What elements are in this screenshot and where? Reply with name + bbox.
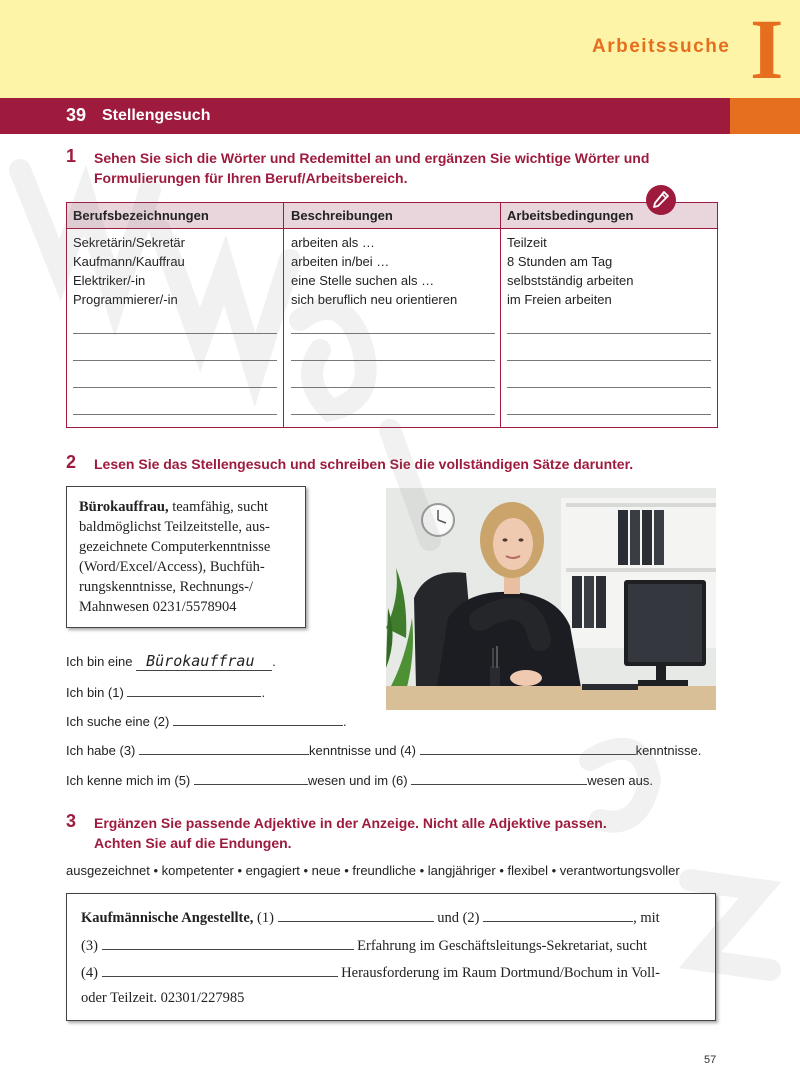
sentence-text: Ich kenne mich im (5)	[66, 773, 191, 788]
sentence-text: Ich suche eine (2)	[66, 714, 170, 729]
vocabulary-table	[66, 202, 718, 428]
ad-text: Mahnwesen 0231/5578904	[79, 599, 237, 615]
table-header-arbeitsbedingungen: Arbeitsbedingungen	[507, 208, 634, 223]
separator: •	[233, 863, 246, 878]
page-number: 57	[704, 1054, 717, 1066]
table-cell: Teilzeit	[507, 235, 547, 250]
separator: •	[340, 863, 353, 878]
adjective: langjähriger	[427, 863, 496, 878]
adjective: freundliche	[352, 863, 416, 878]
write-line[interactable]	[73, 333, 277, 334]
sentence-text: kenntnisse und (4)	[309, 743, 416, 758]
table-cell: sich beruflich neu orientieren	[291, 292, 458, 307]
answer-example: Bürokauffrau	[136, 652, 272, 671]
task2-number: 2	[66, 452, 77, 472]
blank-2[interactable]	[173, 713, 343, 726]
sentence-text: wesen aus.	[587, 773, 653, 788]
sentence-text: .	[261, 685, 266, 700]
separator: •	[149, 863, 162, 878]
ad2-line-3	[81, 963, 660, 982]
chapter-title: Arbeitssuche	[592, 36, 731, 57]
sentence-text: Ich habe (3)	[66, 743, 136, 758]
write-line[interactable]	[507, 387, 711, 388]
ad-text: (Word/Excel/Access), Buchfüh-	[79, 559, 265, 575]
blank-4[interactable]	[420, 742, 636, 755]
table-header-berufsbezeichnungen: Berufsbezeichnungen	[73, 208, 209, 223]
sentence-4	[66, 742, 701, 758]
task2-instruction: Lesen Sie das Stellengesuch und schreiben Sie die vollständigen Sätze darunter.	[94, 456, 634, 472]
ad2-line-4: oder Teilzeit. 02301/227985	[81, 990, 245, 1006]
table-cell: eine Stelle suchen als …	[291, 273, 435, 288]
job-ad-kaufmaennische	[66, 893, 716, 1021]
task3-instruction-line2: Achten Sie auf die Endungen.	[94, 835, 292, 851]
sentence-text: .	[342, 714, 347, 729]
adjective-list	[66, 863, 680, 878]
write-line[interactable]	[507, 333, 711, 334]
separator: •	[299, 863, 312, 878]
column-divider	[500, 203, 501, 427]
section-title: Stellengesuch	[102, 107, 211, 124]
task1-number: 1	[66, 146, 77, 166]
separator: •	[547, 863, 560, 878]
separator: •	[415, 863, 428, 878]
sentence-text: .	[272, 654, 276, 669]
column-divider	[283, 203, 284, 427]
ad2-text: Herausforderung im Raum Dortmund/Bochum in Voll-	[337, 965, 661, 981]
office-photo	[386, 488, 716, 710]
section-bar-accent	[730, 98, 800, 134]
ad2-text: und (2)	[433, 910, 484, 926]
blank-5[interactable]	[194, 772, 308, 785]
sentence-text: wesen und im (6)	[307, 773, 408, 788]
ad-text: teamfähig, sucht	[168, 499, 269, 515]
write-line[interactable]	[73, 360, 277, 361]
pencil-icon	[646, 185, 676, 215]
adjective: verantwortungsvoller	[559, 863, 680, 878]
task1-instruction	[94, 148, 649, 188]
adjective: neue	[311, 863, 341, 878]
task3-instruction	[94, 813, 607, 853]
table-cell: 8 Stunden am Tag	[507, 254, 613, 269]
task3-number: 3	[66, 811, 77, 831]
sentence-5	[66, 772, 653, 788]
adjective: ausgezeichnet	[66, 863, 150, 878]
table-cell: im Freien arbeiten	[507, 292, 612, 307]
ad-title: Bürokauffrau,	[79, 499, 169, 515]
sentence-3	[66, 713, 347, 729]
sentence-2	[66, 684, 265, 700]
table-cell: Programmierer/-in	[73, 292, 178, 307]
adj-blank-2[interactable]	[483, 908, 633, 922]
write-line[interactable]	[291, 414, 495, 415]
ad2-title: Kaufmännische Angestellte,	[81, 910, 254, 926]
ad2-line-2	[81, 936, 647, 955]
ad-text: baldmöglichst Teilzeitstelle, aus-	[79, 519, 270, 535]
write-line[interactable]	[507, 414, 711, 415]
ad-text: gezeichnete Computerkenntnisse	[79, 539, 271, 555]
section-bar	[0, 98, 730, 134]
adjective: engagiert	[245, 863, 300, 878]
table-cell: arbeiten als …	[291, 235, 375, 250]
task3-instruction-line1: Ergänzen Sie passende Adjektive in der Anzeige. Nicht alle Adjektive passen.	[94, 815, 607, 831]
blank-6[interactable]	[411, 772, 587, 785]
sentence-text: Ich bin (1)	[66, 685, 124, 700]
blank-3[interactable]	[139, 742, 309, 755]
write-line[interactable]	[291, 333, 495, 334]
blank-1[interactable]	[127, 684, 261, 697]
task1-instruction-line1: Sehen Sie sich die Wörter und Redemittel an und ergänzen Sie wichtige Wörter und	[94, 150, 650, 166]
separator: •	[495, 863, 508, 878]
task1-instruction-line2: Formulierungen für Ihren Beruf/Arbeitsbereich.	[94, 170, 408, 186]
write-line[interactable]	[507, 360, 711, 361]
adj-blank-3[interactable]	[102, 936, 354, 950]
ad2-line-1	[81, 908, 660, 927]
adj-blank-4[interactable]	[102, 963, 338, 977]
table-cell: arbeiten in/bei …	[291, 254, 390, 269]
section-number: 39	[66, 105, 87, 125]
ad2-text: (3)	[81, 938, 102, 954]
write-line[interactable]	[291, 387, 495, 388]
write-line[interactable]	[73, 414, 277, 415]
sentence-1	[66, 652, 276, 671]
table-cell: Sekretärin/Sekretär	[73, 235, 185, 250]
sentence-text: Ich bin eine	[66, 654, 133, 669]
table-header-row	[67, 203, 717, 229]
adjective: flexibel	[507, 863, 548, 878]
table-cell: Elektriker/-in	[73, 273, 146, 288]
ad2-text: Erfahrung im Geschäftsleitungs-Sekretariat, sucht	[353, 938, 648, 954]
sentence-text: kenntnisse.	[635, 743, 702, 758]
write-line[interactable]	[73, 387, 277, 388]
ad2-text: (4)	[81, 965, 102, 981]
adj-blank-1[interactable]	[278, 908, 434, 922]
ad2-text: (1)	[253, 910, 278, 926]
job-wanted-ad	[66, 486, 306, 628]
write-line[interactable]	[291, 360, 495, 361]
ad2-text: , mit	[633, 910, 660, 926]
table-cell: Kaufmann/Kauffrau	[73, 254, 185, 269]
adjective: kompetenter	[161, 863, 234, 878]
chapter-letter: I	[750, 1, 784, 97]
table-header-beschreibungen: Beschreibungen	[291, 208, 393, 223]
table-cell: selbstständig arbeiten	[507, 273, 634, 288]
ad-text: rungskenntnisse, Rechnungs-/	[79, 579, 253, 595]
